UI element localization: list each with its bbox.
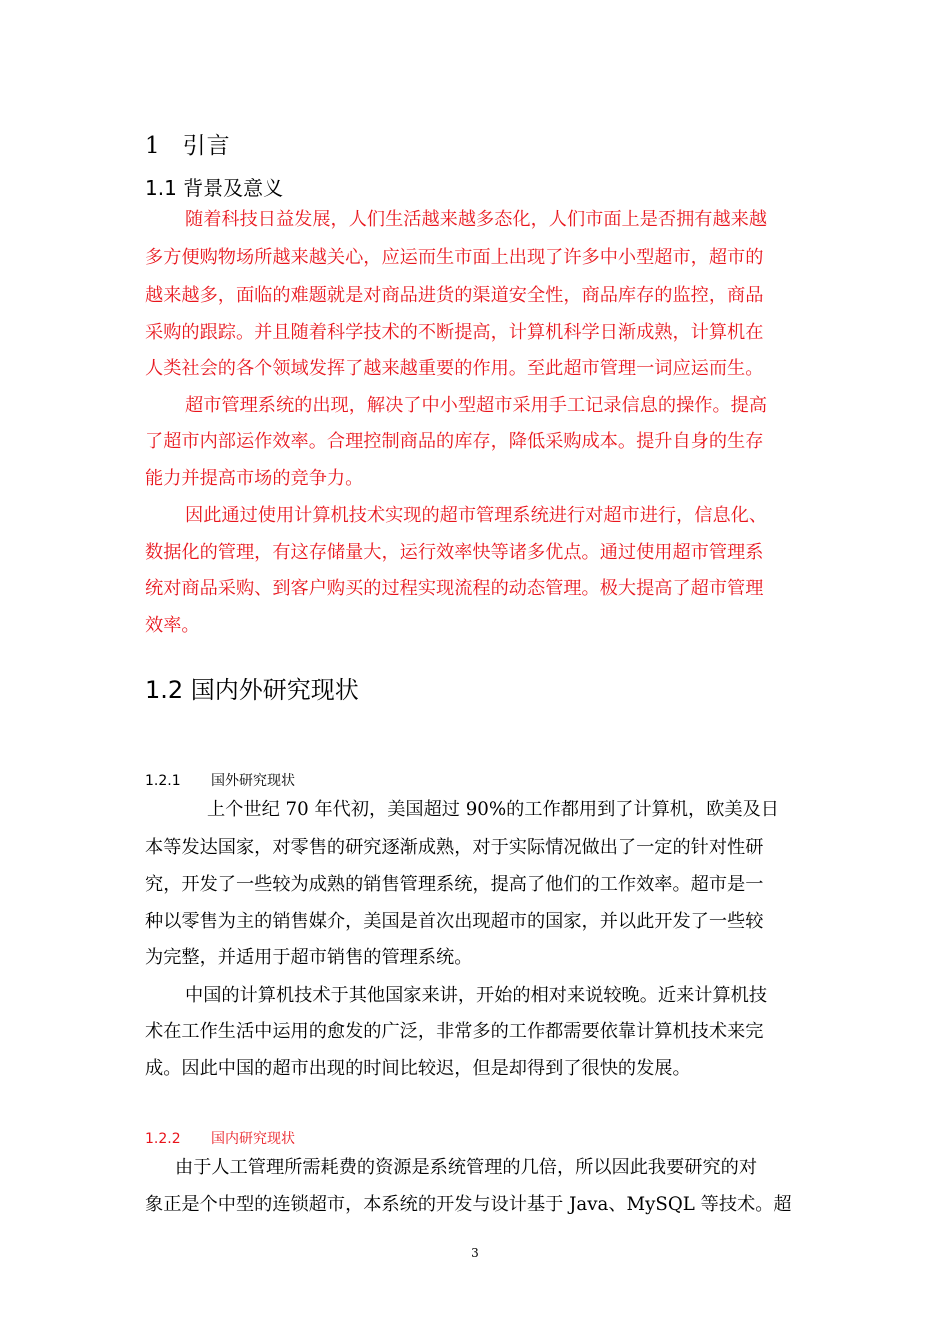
chapter-number: 1 [145,133,161,159]
paragraph-line: 统对商品采购、到客户购买的过程实现流程的动态管理。极大提高了超市管理 [145,578,764,599]
subsection-heading-1-2-1 [145,770,295,790]
paragraph-line: 象正是个中型的连锁超市，本系统的开发与设计基于 Java、MySQL 等技术。超 [145,1194,792,1215]
paragraph-line: 随着科技日益发展，人们生活越来越多态化，人们市面上是否拥有越来越 [185,209,768,230]
paragraph-line: 究，开发了一些较为成熟的销售管理系统，提高了他们的工作效率。超市是一 [145,874,764,895]
section-heading-1-1: 1.1 背景及意义 [145,176,284,200]
paragraph-line: 种以零售为主的销售媒介，美国是首次出现超市的国家，并以此开发了一些较 [145,911,764,932]
paragraph-line: 超市管理系统的出现，解决了中小型超市采用手工记录信息的操作。提高 [185,395,768,416]
paragraph-line: 越来越多，面临的难题就是对商品进货的渠道安全性，商品库存的监控，商品 [145,285,764,306]
paragraph-line: 效率。 [145,615,200,636]
subsection-title: 国内研究现状 [211,1131,295,1147]
paragraph-line: 术在工作生活中运用的愈发的广泛，非常多的工作都需要依靠计算机技术来完 [145,1021,764,1042]
paragraph-line: 多方便购物场所越来越关心，应运而生市面上出现了许多中小型超市，超市的 [145,247,764,268]
paragraph-line: 数据化的管理，有这存储量大，运行效率快等诸多优点。通过使用超市管理系 [145,542,764,563]
subsection-title: 国外研究现状 [211,773,295,789]
paragraph-line: 本等发达国家，对零售的研究逐渐成熟，对于实际情况做出了一定的针对性研 [145,837,764,858]
paragraph-line: 因此通过使用计算机技术实现的超市管理系统进行对超市进行，信息化、 [185,505,768,526]
paragraph-line: 由于人工管理所需耗费的资源是系统管理的几倍，所以因此我要研究的对 [175,1157,758,1178]
paragraph-line: 采购的跟踪。并且随着科学技术的不断提高，计算机科学日渐成熟，计算机在 [145,322,764,343]
section-heading-1-2: 1.2 国内外研究现状 [145,676,359,704]
chapter-title: 引言 [182,133,231,159]
subsection-number: 1.2.2 [145,1131,181,1147]
paragraph-line: 上个世纪 70 年代初，美国超过 90%的工作都用到了计算机，欧美及日 [207,799,779,820]
chapter-heading [145,127,231,160]
paragraph-line: 了超市内部运作效率。合理控制商品的库存，降低采购成本。提升自身的生存 [145,431,764,452]
page-number: 3 [471,1246,479,1260]
paragraph-line: 为完整，并适用于超市销售的管理系统。 [145,947,473,968]
paragraph-line: 成。因此中国的超市出现的时间比较迟，但是却得到了很快的发展。 [145,1058,691,1079]
paragraph-line: 能力并提高市场的竞争力。 [145,468,364,489]
subsection-heading-1-2-2 [145,1128,295,1148]
subsection-number: 1.2.1 [145,773,181,789]
paragraph-line: 中国的计算机技术于其他国家来讲，开始的相对来说较晚。近来计算机技 [185,985,768,1006]
paragraph-line: 人类社会的各个领域发挥了越来越重要的作用。至此超市管理一词应运而生。 [145,358,764,379]
